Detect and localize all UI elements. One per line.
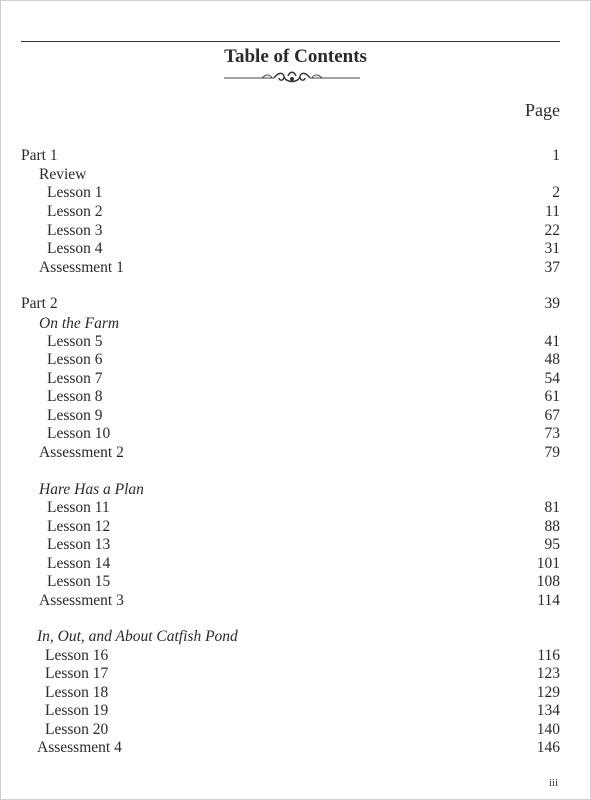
entry-label: Lesson 2 (47, 203, 103, 220)
toc-entry (0, 536, 591, 554)
entry-page: 11 (545, 203, 560, 220)
toc-entry (0, 388, 591, 406)
entry-page: 61 (544, 388, 560, 405)
entry-page: 73 (544, 425, 560, 442)
section-label: On the Farm (39, 315, 120, 332)
entry-page: 79 (544, 444, 560, 461)
toc-section (0, 628, 591, 646)
entry-page: 48 (544, 351, 560, 368)
entry-label: Lesson 1 (47, 184, 103, 201)
toc-entry (0, 222, 591, 240)
entry-label: Lesson 17 (45, 665, 109, 682)
entry-page: 81 (544, 499, 560, 516)
entry-page: 116 (537, 647, 560, 664)
entry-label: Lesson 20 (45, 721, 109, 738)
entry-label: Lesson 10 (47, 425, 111, 442)
entry-label: Lesson 5 (47, 333, 103, 350)
entry-label: Lesson 4 (47, 240, 103, 257)
toc-entry (0, 721, 591, 739)
entry-label: Assessment 1 (39, 259, 124, 276)
entry-page: 2 (552, 184, 560, 201)
toc-entry (0, 184, 591, 202)
toc-entry (0, 333, 591, 351)
toc-entry (0, 702, 591, 720)
entry-label: Lesson 8 (47, 388, 103, 405)
entry-page: 1 (552, 147, 560, 164)
entry-label: Lesson 15 (47, 573, 111, 590)
entry-page: 67 (544, 407, 560, 424)
toc-entry (0, 370, 591, 388)
toc-entry (0, 147, 591, 165)
toc-entry (0, 407, 591, 425)
toc-section (0, 481, 591, 499)
flourish-ornament-icon (222, 68, 362, 86)
entry-label: Lesson 19 (45, 702, 109, 719)
entry-label: Lesson 3 (47, 222, 103, 239)
toc-entry (0, 203, 591, 221)
toc-entry (0, 295, 591, 313)
section-label: Review (39, 166, 87, 183)
section-label: In, Out, and About Catfish Pond (37, 628, 238, 645)
toc-section (0, 315, 591, 333)
page-title: Table of Contents (224, 46, 367, 67)
entry-label: Part 2 (21, 295, 58, 312)
entry-page: 108 (536, 573, 560, 590)
entry-page: 114 (537, 592, 560, 609)
entry-label: Assessment 2 (39, 444, 124, 461)
entry-page: 41 (544, 333, 560, 350)
entry-label: Lesson 14 (47, 555, 111, 572)
toc-entry (0, 518, 591, 536)
section-label: Hare Has a Plan (39, 481, 144, 498)
entry-label: Lesson 18 (45, 684, 109, 701)
top-rule (21, 41, 560, 42)
toc-entry (0, 555, 591, 573)
entry-label: Lesson 13 (47, 536, 111, 553)
entry-page: 140 (536, 721, 560, 738)
entry-label: Lesson 16 (45, 647, 109, 664)
toc-entry (0, 259, 591, 277)
footer-page-number: iii (548, 777, 558, 789)
entry-page: 37 (544, 259, 560, 276)
toc-entry (0, 444, 591, 462)
entry-page: 129 (536, 684, 560, 701)
toc-entry (0, 684, 591, 702)
entry-page: 54 (544, 370, 560, 387)
entry-page: 134 (536, 702, 560, 719)
entry-label: Lesson 12 (47, 518, 111, 535)
toc-entry (0, 665, 591, 683)
entry-label: Part 1 (21, 147, 58, 164)
toc-entry (0, 647, 591, 665)
entry-label: Assessment 4 (37, 739, 122, 756)
entry-page: 101 (536, 555, 560, 572)
entry-label: Lesson 7 (47, 370, 103, 387)
entry-label: Lesson 6 (47, 351, 103, 368)
toc-entry (0, 425, 591, 443)
entry-label: Assessment 3 (39, 592, 124, 609)
toc-section (0, 166, 591, 184)
toc-entry (0, 351, 591, 369)
toc-entry (0, 592, 591, 610)
entry-page: 31 (544, 240, 560, 257)
page-column-header: Page (525, 100, 560, 120)
entry-page: 123 (536, 665, 560, 682)
entry-page: 88 (544, 518, 560, 535)
toc-entry (0, 573, 591, 591)
entry-page: 22 (544, 222, 560, 239)
entry-page: 39 (544, 295, 560, 312)
entry-label: Lesson 9 (47, 407, 103, 424)
toc-entry (0, 240, 591, 258)
entry-page: 146 (536, 739, 560, 756)
toc-entry (0, 499, 591, 517)
entry-label: Lesson 11 (47, 499, 110, 516)
entry-page: 95 (544, 536, 560, 553)
toc-entry (0, 739, 591, 757)
